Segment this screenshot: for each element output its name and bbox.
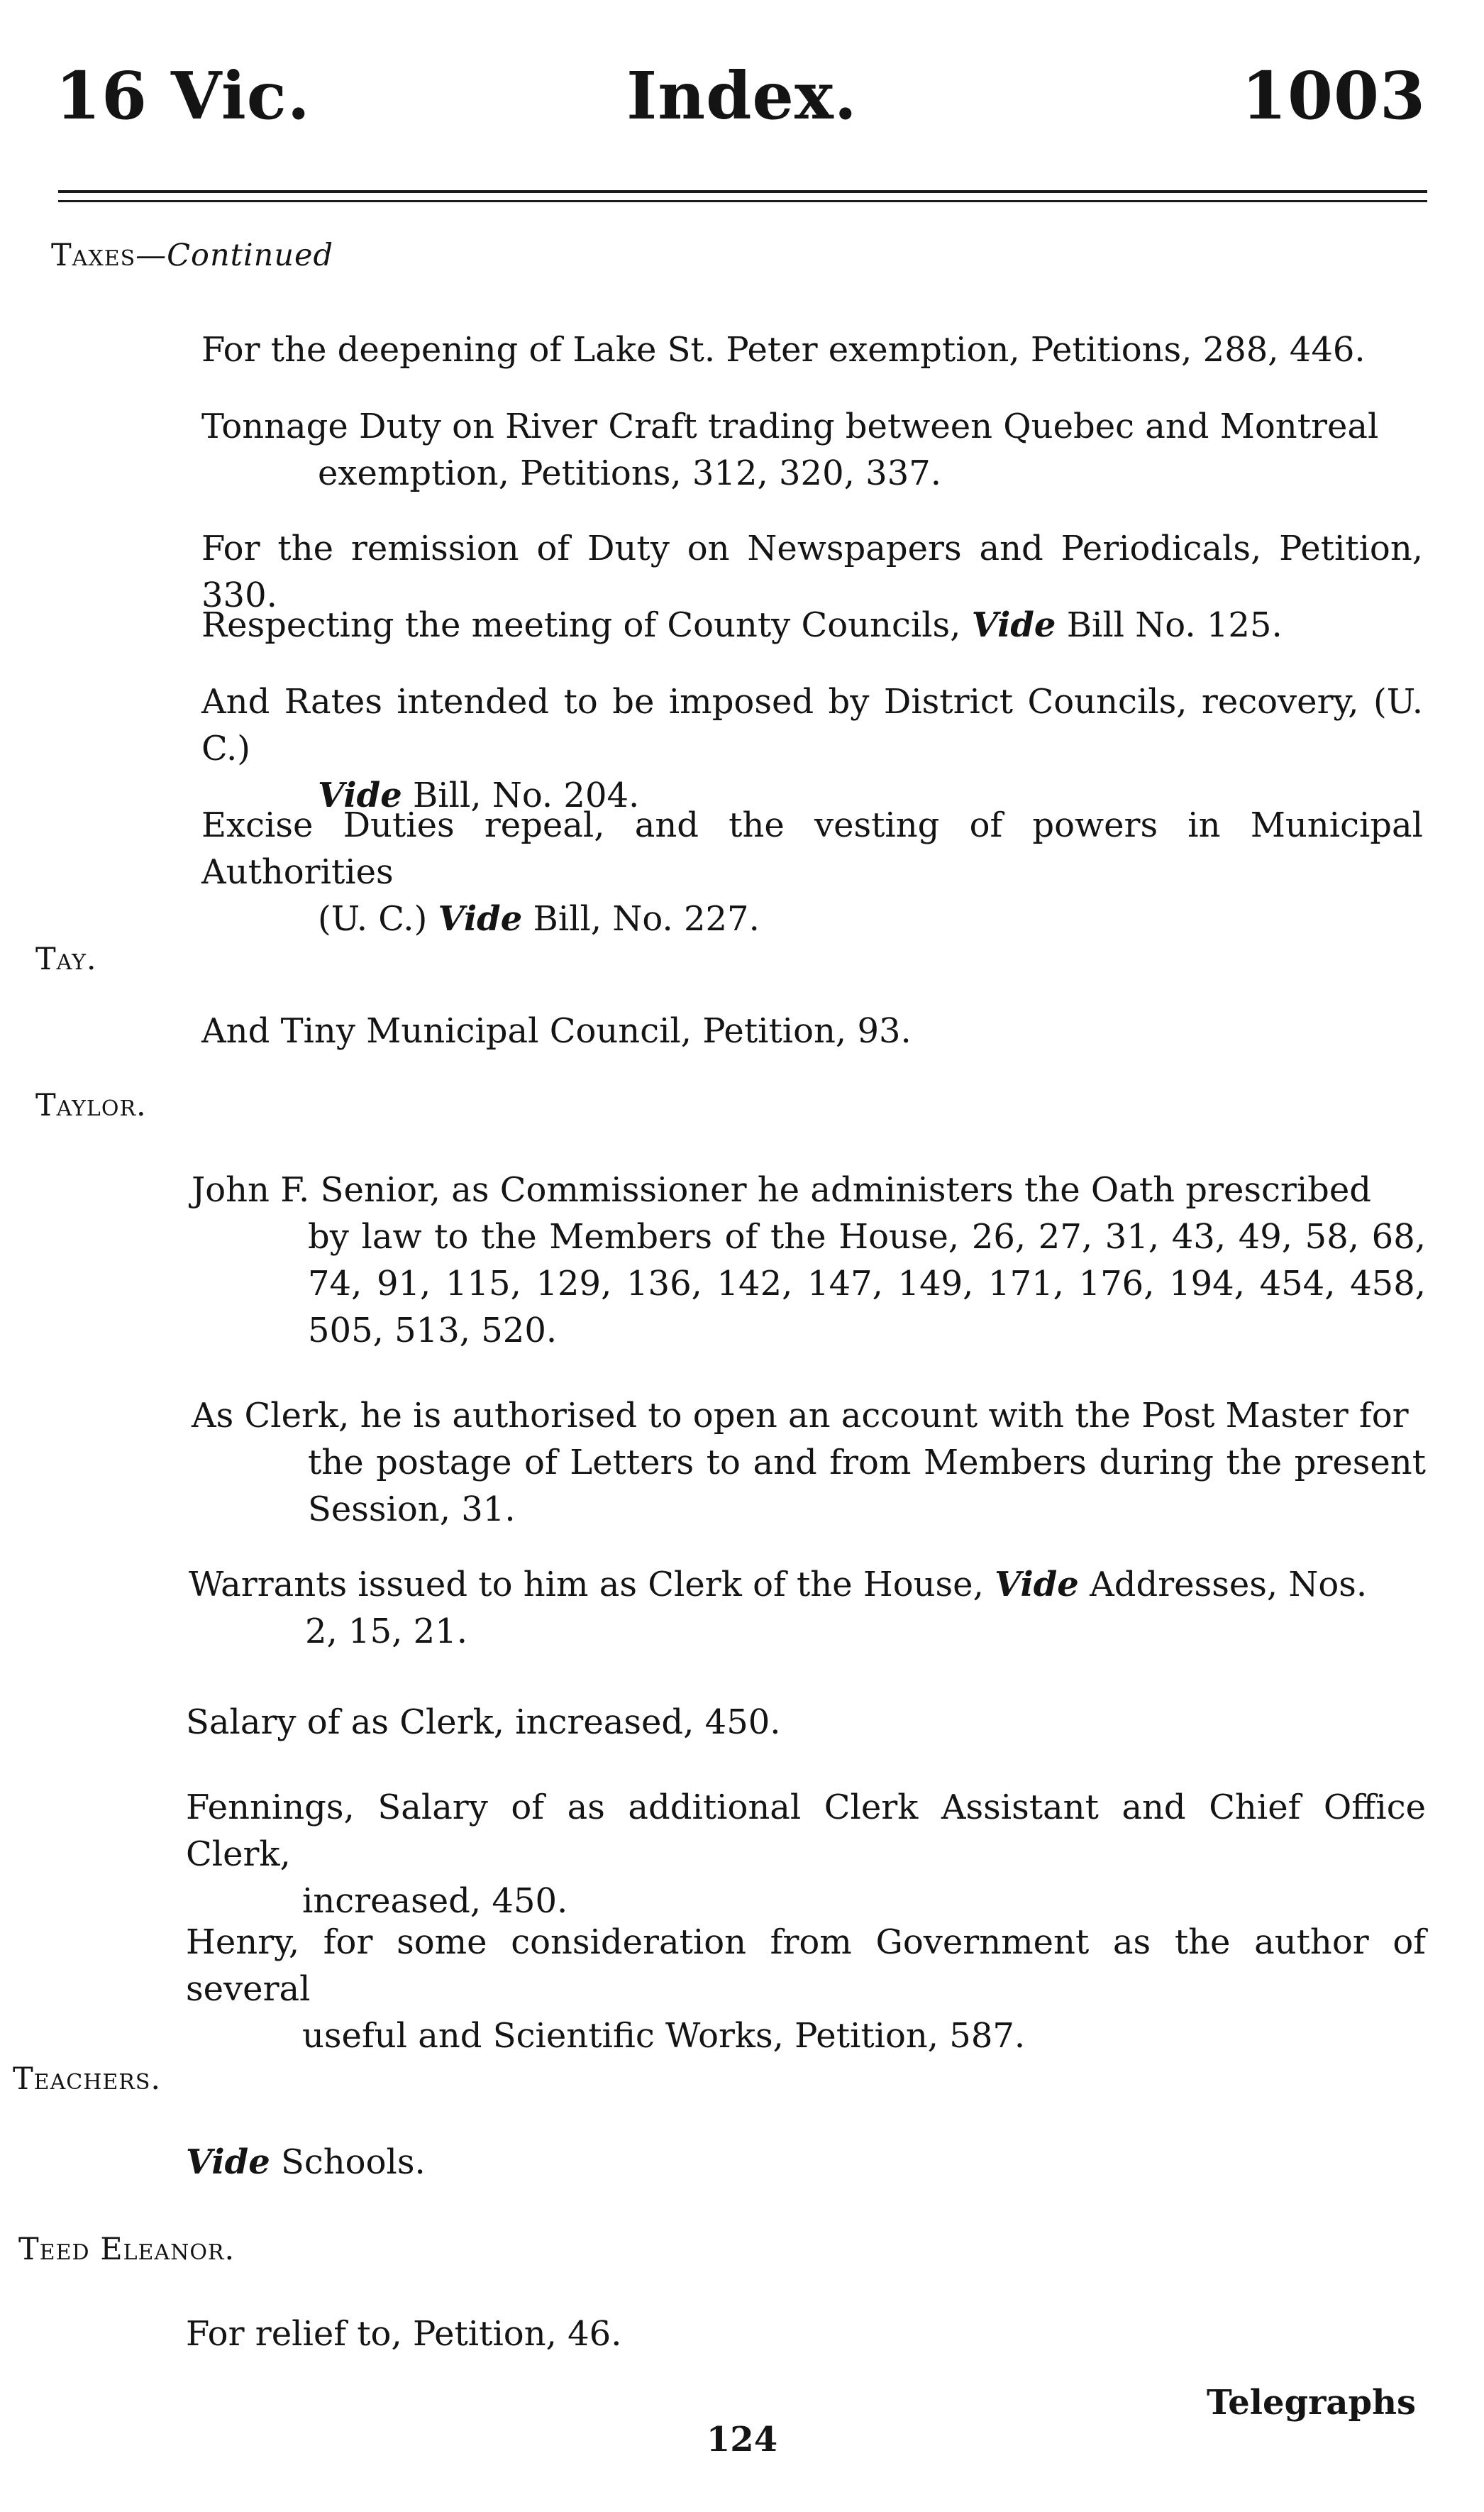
index-entry: Salary of as Clerk, increased, 450.	[186, 1702, 781, 1742]
index-entry: For the remission of Duty on Newspapers and Periodicals, Petition, 330.	[201, 529, 1423, 615]
index-entry: John F. Senior, as Commissioner he administers the Oath prescribed by law to the Members of the House, 26, 27, 31, 43, 49, 58, 68, 74, 91, 115, 129, 136, 142, 147, 149, 171, 176, 194, 454, 458, 505, 513, 520.	[192, 1170, 1426, 1350]
section-heading-taylor: Taylor.	[35, 1088, 147, 1123]
running-head-session: 16 Vic.	[55, 57, 311, 134]
section-heading-teachers: Teachers.	[13, 2061, 162, 2097]
index-entry: And Rates intended to be imposed by District Councils, recovery, (U. C.) Vide Bill, No. 204.	[201, 682, 1423, 815]
index-entry: Warrants issued to him as Clerk of the House, Vide Addresses, Nos. 2, 15, 21.	[189, 1565, 1368, 1651]
index-entry: Fennings, Salary of as additional Clerk Assistant and Chief Office Clerk, increased, 450.	[186, 1787, 1426, 1921]
section-heading-tay: Tay.	[35, 942, 97, 977]
running-head-title: Index.	[626, 57, 858, 134]
index-entry: Excise Duties repeal, and the vesting of powers in Municipal Authorities (U. C.) Vide Bill, No. 227.	[201, 805, 1423, 939]
signature-page-number: 124	[706, 2420, 778, 2459]
index-entry: As Clerk, he is authorised to open an account with the Post Master for the postage of Letters to and from Members during the present Session, 31.	[192, 1396, 1426, 1529]
index-entry: Henry, for some consideration from Government as the author of several useful and Scientific Works, Petition, 587.	[186, 1922, 1426, 2056]
section-heading-taxes: Taxes—Continued	[51, 238, 334, 273]
index-entry: Tonnage Duty on River Craft trading between Quebec and Montreal exemption, Petitions, 312, 320, 337.	[201, 407, 1379, 493]
index-entry: Respecting the meeting of County Councils, Vide Bill No. 125.	[201, 605, 1283, 645]
catchword: Telegraphs	[1207, 2383, 1416, 2423]
header-rule-double	[58, 200, 1427, 202]
index-entry: And Tiny Municipal Council, Petition, 93.	[201, 1011, 912, 1051]
section-heading-teed-eleanor: Teed Eleanor.	[18, 2232, 236, 2267]
index-entry: For the deepening of Lake St. Peter exemption, Petitions, 288, 446.	[201, 330, 1366, 370]
running-head-page-number: 1003	[1241, 57, 1426, 134]
index-entry: For relief to, Petition, 46.	[186, 2314, 622, 2354]
index-entry: Vide Schools.	[186, 2142, 426, 2182]
header-rule	[58, 190, 1427, 193]
